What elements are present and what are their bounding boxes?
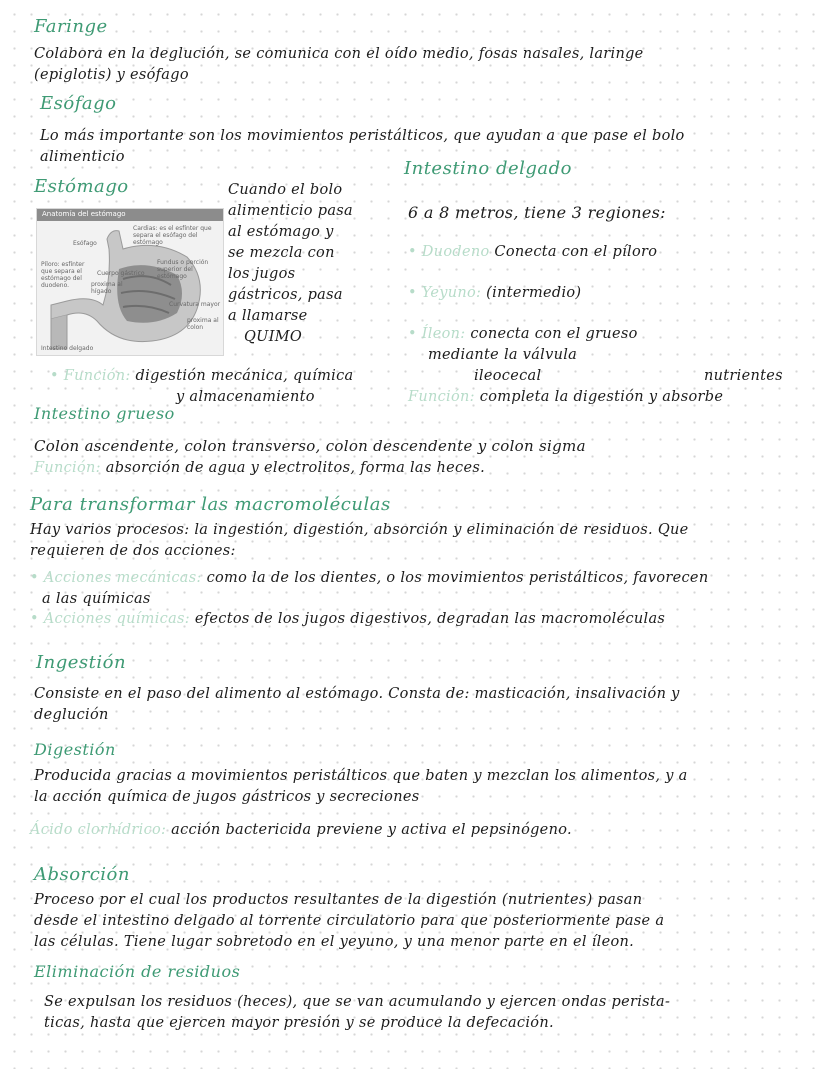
ileon-line3-ileocecal: ileocecal (474, 368, 542, 384)
ingestion-line2: deglución (34, 707, 109, 723)
intestino-delgado-funcion-label: Función: (408, 389, 475, 405)
heading-intestino-delgado: Intestino delgado (404, 158, 573, 179)
absorcion-line2: desde el intestino delgado al torrente circulatorio para que posteriormente pase a (34, 913, 665, 929)
heading-digestion: Digestión (34, 740, 116, 759)
ileon-line1: conecta con el grueso (470, 326, 638, 342)
faringe-text-line1: Colabora en la deglución, se comunica con el oído medio, fosas nasales, laringe (34, 46, 644, 62)
estomago-desc-quimo: QUIMO (244, 329, 303, 345)
figure-label-fundus: Fundus o porción superior del estómago (157, 259, 209, 280)
heading-estomago: Estómago (34, 176, 129, 197)
macromoleculas-line1: Hay varios procesos: la ingestión, digestión, absorción y eliminación de residuos. Que (30, 522, 689, 538)
figure-label-cardias: Cardias: es el esfínter que separa el esófago del estómago (133, 225, 212, 246)
heading-ingestion: Ingestión (36, 652, 127, 673)
duodeno-label: • Duodeno (408, 244, 490, 260)
acciones-mecanicas-line1: como la de los dientes, o los movimientos peristálticos, favorecen (206, 570, 709, 586)
yeyuno-text: (intermedio) (486, 285, 582, 301)
estomago-desc-line3: al estómago y (228, 224, 334, 240)
ingestion-line1: Consiste en el paso del alimento al estómago. Consta de: masticación, insalivación y (34, 686, 680, 702)
heading-intestino-grueso: Intestino grueso (34, 404, 175, 423)
figure-label-proximal: proxima al hígado (91, 281, 123, 295)
stomach-anatomy-figure (36, 208, 224, 356)
heading-esofago: Esófago (40, 93, 117, 114)
intestino-delgado-funcion-text: completa la digestión y absorbe (479, 389, 724, 405)
figure-label-distal: proxima al colon (187, 317, 219, 331)
intestino-delgado-intro: 6 a 8 metros, tiene 3 regiones: (408, 203, 666, 222)
estomago-funcion-line2: y almacenamiento (176, 389, 315, 405)
acciones-quimicas-text: efectos de los jugos digestivos, degradan las macromoléculas (194, 611, 666, 627)
estomago-funcion-label: • Función: (50, 368, 131, 384)
eliminacion-line1: Se expulsan los residuos (heces), que se van acumulando y ejercen ondas perista- (44, 994, 671, 1010)
acido-clorhidrico-label: Ácido clorhídrico: (30, 822, 167, 838)
macromoleculas-line2: requieren de dos acciones: (30, 543, 236, 559)
heading-absorcion: Absorción (34, 864, 130, 885)
digestion-line2: la acción química de jugos gástricos y secreciones (34, 789, 420, 805)
figure-label-intestino: Intestino delgado (41, 345, 94, 352)
acciones-mecanicas-line2: a las químicas (42, 591, 151, 607)
estomago-desc-line2: alimenticio pasa (228, 203, 353, 219)
acido-clorhidrico-text: acción bactericida previene y activa el pepsinógeno. (171, 822, 572, 838)
heading-faringe: Faringe (34, 16, 108, 37)
esofago-text-line1: Lo más importante son los movimientos peristálticos, que ayudan a que pase el bolo (40, 128, 685, 144)
esofago-text-line2: alimenticio (40, 149, 125, 165)
figure-label-esofago: Esófago (73, 240, 97, 247)
yeyuno-label: • Yeyuno: (408, 285, 482, 301)
figure-label-curvatura: Curvatura mayor (169, 301, 221, 308)
figure-label-piloro: Píloro: esfínter que separa el estómago del duodeno. (41, 261, 85, 289)
ileon-line2: mediante la válvula (428, 347, 578, 363)
figure-label-cuerpo: Cuerpo gástrico (97, 270, 145, 277)
estomago-desc-line7: a llamarse (228, 308, 308, 324)
heading-macromoleculas: Para transformar las macromoléculas (30, 494, 391, 515)
duodeno-text: Conecta con el píloro (494, 244, 658, 260)
ileon-line3-nutrientes: nutrientes (704, 368, 783, 384)
acciones-mecanicas-label: • Acciones mecánicas: (30, 570, 202, 586)
estomago-desc-line6: gástricos, pasa (228, 287, 343, 303)
absorcion-line1: Proceso por el cual los productos resultantes de la digestión (nutrientes) pasan (34, 892, 643, 908)
estomago-desc-line5: los jugos (228, 266, 296, 282)
absorcion-line3: las células. Tiene lugar sobretodo en el yeyuno, y una menor parte en el íleon. (34, 934, 635, 950)
intestino-grueso-funcion-label: Función: (34, 460, 101, 476)
figure-title: Anatomía del estómago (42, 210, 126, 218)
digestion-line1: Producida gracias a movimientos peristálticos que baten y mezclan los alimentos, y a (34, 768, 688, 784)
estomago-funcion-line1: digestión mecánica, química (135, 368, 354, 384)
estomago-desc-line4: se mezcla con (228, 245, 335, 261)
faringe-text-line2: (epiglotis) y esófago (34, 67, 189, 83)
intestino-grueso-funcion-text: absorción de agua y electrolitos, forma las heces. (105, 460, 485, 476)
estomago-desc-line1: Cuando el bolo (228, 182, 343, 198)
ileon-label: • Íleon: (408, 326, 466, 342)
intestino-grueso-line1: Colon ascendente, colon transverso, colon descendente y colon sigma (34, 437, 586, 455)
acciones-quimicas-label: • Acciones químicas: (30, 611, 190, 627)
heading-eliminacion: Eliminación de residuos (34, 962, 241, 981)
eliminacion-line2: ticas, hasta que ejercen mayor presión y se produce la defecación. (44, 1015, 554, 1031)
